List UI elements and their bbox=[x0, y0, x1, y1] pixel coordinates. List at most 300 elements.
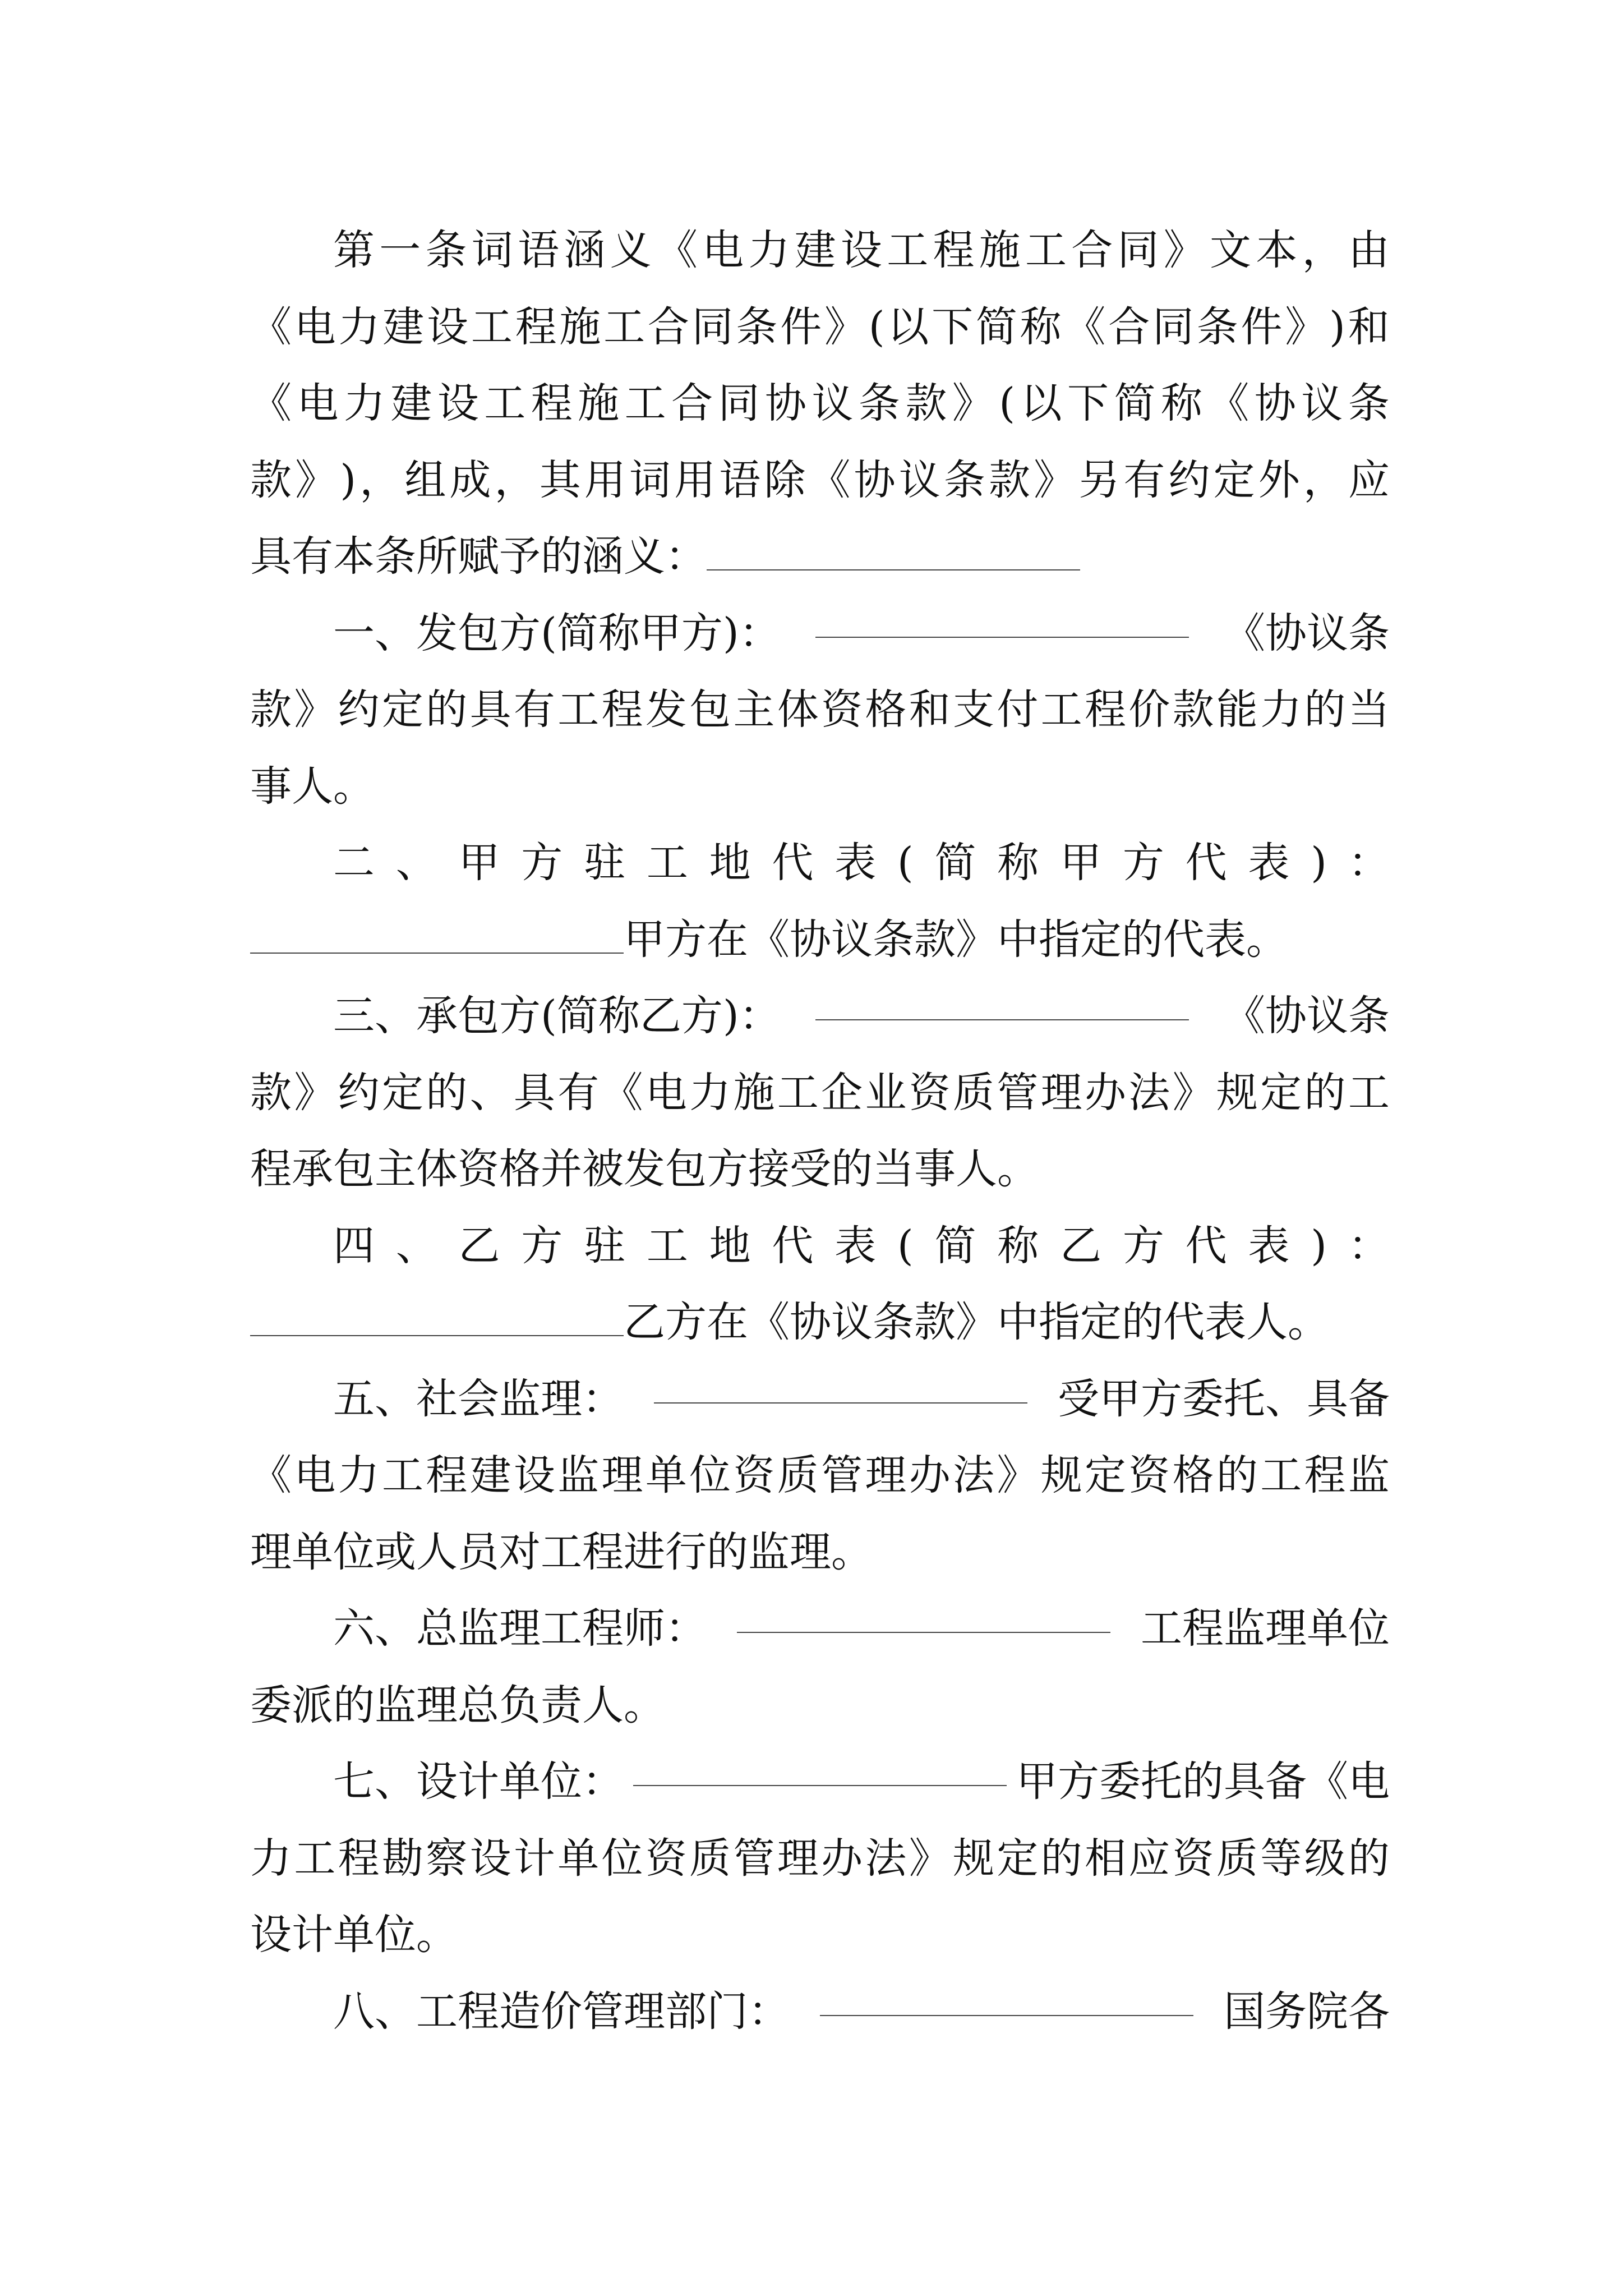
text-char: 质 bbox=[1216, 1834, 1258, 1883]
text-char: 》 bbox=[824, 302, 866, 351]
contract-paragraph bbox=[250, 978, 1390, 1208]
text-char: 款 bbox=[905, 379, 947, 427]
text-span: 甲方委托的具备《电 bbox=[1016, 1757, 1390, 1806]
text-char: 工 bbox=[381, 1451, 423, 1499]
text-char: 格 bbox=[865, 685, 907, 734]
contract-paragraph bbox=[250, 1361, 1390, 1591]
text-char: 外 bbox=[1258, 455, 1300, 504]
text-char: 企 bbox=[821, 1068, 863, 1117]
text-char: 管 bbox=[997, 1068, 1039, 1117]
text-char: 资 bbox=[909, 1068, 951, 1117]
text-char: 》 bbox=[295, 455, 337, 504]
text-char: 件 bbox=[780, 302, 822, 351]
text-char: 办 bbox=[909, 1451, 951, 1499]
text-char: 简 bbox=[934, 1221, 976, 1270]
text-char: 具 bbox=[469, 685, 511, 734]
text-char: 力 bbox=[689, 1068, 731, 1117]
text-char: 》 bbox=[1285, 302, 1327, 351]
text-char: 《 bbox=[250, 302, 292, 351]
text-char: 程 bbox=[1084, 685, 1126, 734]
text-span: 工程监理单位 bbox=[1141, 1604, 1390, 1653]
text-char: 涵 bbox=[564, 226, 606, 274]
text-char: 的 bbox=[1040, 1834, 1082, 1883]
text-char: 表 bbox=[1248, 1221, 1290, 1270]
text-span: 《协议条 bbox=[1224, 992, 1390, 1040]
text-char: 工 bbox=[777, 1068, 819, 1117]
text-char: 语 bbox=[719, 455, 761, 504]
text-char: 款 bbox=[1172, 685, 1214, 734]
text-char: 电 bbox=[297, 379, 339, 427]
text-line bbox=[250, 671, 1390, 748]
text-char: 义 bbox=[610, 226, 652, 274]
text-char: 一 bbox=[379, 226, 421, 274]
text-char: 级 bbox=[1304, 1834, 1346, 1883]
text-line bbox=[250, 442, 1390, 519]
text-char: ： bbox=[1348, 1221, 1390, 1270]
text-char: 施 bbox=[578, 379, 620, 427]
text-char: 具 bbox=[513, 1068, 555, 1117]
text-char: 施 bbox=[733, 1068, 775, 1117]
text-char: 《 bbox=[250, 1451, 292, 1499]
text-char: 工 bbox=[624, 379, 666, 427]
text-char: 简 bbox=[975, 302, 1017, 351]
text-span: 委派的监理总负责人。 bbox=[250, 1681, 665, 1729]
text-char: 《 bbox=[601, 1068, 643, 1117]
text-char: 工 bbox=[646, 839, 688, 887]
text-char: 《 bbox=[1207, 379, 1249, 427]
text-char: 等 bbox=[1260, 1834, 1302, 1883]
text-char: 和 bbox=[909, 685, 951, 734]
text-char: 工 bbox=[1040, 685, 1082, 734]
fill-in-blank[interactable] bbox=[654, 1361, 1027, 1404]
text-char: 设 bbox=[840, 226, 882, 274]
fill-in-blank[interactable] bbox=[633, 1743, 1007, 1786]
text-char: 的 bbox=[1216, 1451, 1258, 1499]
text-char: 能 bbox=[1216, 685, 1258, 734]
text-char: 相 bbox=[1084, 1834, 1126, 1883]
text-line bbox=[250, 1055, 1390, 1131]
text-char: 《 bbox=[656, 226, 698, 274]
text-char: 称 bbox=[1160, 379, 1202, 427]
text-char: 方 bbox=[1122, 839, 1164, 887]
text-char: 同 bbox=[718, 379, 760, 427]
text-char: 的 bbox=[1304, 685, 1346, 734]
text-char: 理 bbox=[1040, 1068, 1082, 1117]
text-char: 力 bbox=[250, 1834, 292, 1883]
contract-paragraph bbox=[250, 1208, 1390, 1361]
text-char: 施 bbox=[979, 226, 1021, 274]
text-char: ) bbox=[340, 455, 357, 504]
text-char: 监 bbox=[1348, 1451, 1390, 1499]
text-char: 》 bbox=[1172, 1068, 1214, 1117]
text-char: 资 bbox=[1172, 1834, 1214, 1883]
text-char: 四 bbox=[333, 1221, 375, 1270]
text-char: 建 bbox=[390, 379, 432, 427]
text-char: 合 bbox=[671, 379, 713, 427]
text-char: 条 bbox=[736, 302, 778, 351]
text-char: 程 bbox=[1304, 1451, 1346, 1499]
text-char: 另 bbox=[1078, 455, 1121, 504]
text-char: 协 bbox=[854, 455, 896, 504]
text-char: 成 bbox=[449, 455, 491, 504]
text-char: 管 bbox=[733, 1834, 775, 1883]
text-char: 同 bbox=[691, 302, 734, 351]
text-char: 代 bbox=[772, 839, 814, 887]
text-char: ( bbox=[868, 302, 885, 351]
text-char: 文 bbox=[1210, 226, 1252, 274]
text-char: 的 bbox=[426, 1068, 468, 1117]
contract-paragraph bbox=[250, 595, 1390, 825]
text-span: 七、设计单位： bbox=[333, 1757, 624, 1806]
text-char: 建 bbox=[469, 1451, 511, 1499]
text-char: 组 bbox=[404, 455, 446, 504]
text-char: 二 bbox=[333, 839, 375, 887]
text-char: 以 bbox=[1020, 379, 1062, 427]
text-char: 款 bbox=[250, 1068, 292, 1117]
text-char: 办 bbox=[821, 1834, 863, 1883]
text-char: 电 bbox=[294, 302, 336, 351]
text-char: 合 bbox=[1071, 226, 1113, 274]
text-char: 》 bbox=[294, 1068, 336, 1117]
text-char: 工 bbox=[471, 302, 513, 351]
text-char: 定 bbox=[1213, 455, 1255, 504]
text-char: 用 bbox=[584, 455, 626, 504]
text-char: 设 bbox=[437, 379, 479, 427]
text-line bbox=[250, 1897, 1390, 1973]
contract-paragraph bbox=[250, 1590, 1390, 1743]
text-char: 地 bbox=[709, 839, 751, 887]
contract-paragraph bbox=[250, 825, 1390, 978]
text-char: 约 bbox=[338, 1068, 380, 1117]
text-char: 电 bbox=[702, 226, 744, 274]
text-char: 程 bbox=[515, 302, 557, 351]
text-span: 理单位或人员对工程进行的监理。 bbox=[250, 1527, 873, 1576]
fill-in-blank[interactable] bbox=[707, 528, 1080, 570]
text-char: ) bbox=[1311, 839, 1327, 887]
text-char: 下 bbox=[1067, 379, 1109, 427]
text-char: 工 bbox=[1025, 226, 1067, 274]
text-char: 方 bbox=[521, 1221, 563, 1270]
text-char: 工 bbox=[294, 1834, 336, 1883]
text-char: 工 bbox=[646, 1221, 688, 1270]
text-char: 议 bbox=[898, 455, 940, 504]
fill-in-blank[interactable] bbox=[820, 1973, 1193, 2016]
text-span: 六、总监理工程师： bbox=[333, 1604, 707, 1653]
text-char: 位 bbox=[689, 1451, 731, 1499]
text-char: 甲 bbox=[1060, 839, 1102, 887]
contract-paragraph bbox=[250, 1973, 1390, 2050]
text-span: 程承包主体资格并被发包方接受的当事人。 bbox=[250, 1145, 1039, 1193]
fill-in-blank[interactable] bbox=[250, 1294, 624, 1336]
text-line bbox=[250, 1208, 1390, 1285]
text-char: 乙 bbox=[458, 1221, 500, 1270]
text-line bbox=[250, 289, 1390, 366]
text-char: 方 bbox=[521, 839, 563, 887]
text-char: 议 bbox=[811, 379, 854, 427]
text-char: 体 bbox=[777, 685, 819, 734]
text-char: 电 bbox=[645, 1068, 687, 1117]
text-line bbox=[250, 825, 1390, 901]
text-char: 资 bbox=[1128, 1451, 1170, 1499]
text-char: 应 bbox=[1348, 455, 1390, 504]
text-span: 事人。 bbox=[250, 762, 375, 811]
text-char: 条 bbox=[943, 455, 985, 504]
text-char: 除 bbox=[764, 455, 806, 504]
text-char: ( bbox=[999, 379, 1016, 427]
text-char: 条 bbox=[1196, 302, 1238, 351]
text-char: ( bbox=[897, 839, 914, 887]
text-line bbox=[250, 518, 1390, 595]
text-line bbox=[250, 1131, 1390, 1208]
text-char: 词 bbox=[629, 455, 671, 504]
text-char: 电 bbox=[294, 1451, 336, 1499]
text-char: 有 bbox=[513, 685, 555, 734]
text-char: 简 bbox=[934, 839, 976, 887]
text-line bbox=[250, 1743, 1390, 1820]
text-char: 设 bbox=[469, 1834, 511, 1883]
text-char: 称 bbox=[1020, 302, 1062, 351]
text-char: 定 bbox=[381, 685, 423, 734]
text-line bbox=[250, 365, 1390, 442]
text-char: ， bbox=[1302, 226, 1344, 274]
text-char: 有 bbox=[1123, 455, 1165, 504]
text-char: ， bbox=[1303, 455, 1345, 504]
text-char: 约 bbox=[338, 685, 380, 734]
text-char: 力 bbox=[1260, 685, 1302, 734]
text-char: 方 bbox=[1122, 1221, 1164, 1270]
text-span: 《协议条 bbox=[1224, 609, 1390, 657]
text-char: 代 bbox=[1185, 1221, 1227, 1270]
text-span: 一、发包方(简称甲方)： bbox=[333, 609, 781, 657]
text-char: 其 bbox=[539, 455, 581, 504]
text-char: 工 bbox=[887, 226, 929, 274]
text-char: ( bbox=[897, 1221, 914, 1270]
text-char: 工 bbox=[557, 685, 600, 734]
text-line bbox=[250, 595, 1390, 672]
text-char: 程 bbox=[338, 1834, 380, 1883]
text-char: 地 bbox=[709, 1221, 751, 1270]
text-char: 包 bbox=[689, 685, 731, 734]
text-char: 力 bbox=[748, 226, 790, 274]
text-span: 甲方在《协议条款》中指定的代表。 bbox=[624, 915, 1288, 964]
contract-paragraph bbox=[250, 1743, 1390, 1973]
text-char: 支 bbox=[953, 685, 994, 734]
text-char: 工 bbox=[484, 379, 526, 427]
text-char: 规 bbox=[953, 1834, 994, 1883]
contract-paragraph bbox=[250, 212, 1390, 595]
text-char: 付 bbox=[997, 685, 1039, 734]
text-char: 管 bbox=[821, 1451, 863, 1499]
text-char: 表 bbox=[834, 839, 877, 887]
text-char: 《 bbox=[1064, 302, 1106, 351]
text-char: 第 bbox=[333, 226, 375, 274]
text-char: 条 bbox=[1348, 379, 1390, 427]
text-char: ： bbox=[1348, 839, 1390, 887]
text-char: 程 bbox=[426, 1451, 468, 1499]
text-char: 察 bbox=[426, 1834, 468, 1883]
text-char: 理 bbox=[865, 1451, 907, 1499]
text-char: 驻 bbox=[584, 839, 626, 887]
text-char: 力 bbox=[338, 1451, 380, 1499]
text-char: 法 bbox=[1128, 1068, 1170, 1117]
text-char: 由 bbox=[1348, 226, 1390, 274]
text-char: 用 bbox=[674, 455, 716, 504]
text-char: 《 bbox=[250, 379, 292, 427]
text-char: 简 bbox=[1114, 379, 1156, 427]
text-char: 》 bbox=[1034, 455, 1076, 504]
text-char: 同 bbox=[1117, 226, 1159, 274]
text-char: 甲 bbox=[458, 839, 500, 887]
text-char: 单 bbox=[557, 1834, 600, 1883]
text-char: 本 bbox=[1256, 226, 1298, 274]
text-char: 规 bbox=[1216, 1068, 1258, 1117]
text-char: 代 bbox=[772, 1221, 814, 1270]
text-char: 理 bbox=[777, 1834, 819, 1883]
text-char: 款 bbox=[989, 455, 1030, 504]
text-char: 代 bbox=[1185, 839, 1227, 887]
text-char: 》 bbox=[909, 1834, 951, 1883]
text-char: 程 bbox=[601, 685, 643, 734]
text-char: 格 bbox=[1172, 1451, 1214, 1499]
text-char: 》 bbox=[294, 685, 336, 734]
text-char: 定 bbox=[1260, 1068, 1302, 1117]
text-char: 质 bbox=[953, 1068, 994, 1117]
text-char: 的 bbox=[426, 685, 468, 734]
text-char: 工 bbox=[603, 302, 645, 351]
text-span: 设计单位。 bbox=[250, 1911, 458, 1959]
text-char: 表 bbox=[1248, 839, 1290, 887]
text-char: 力 bbox=[338, 302, 380, 351]
text-line bbox=[250, 1820, 1390, 1897]
text-char: 工 bbox=[1348, 1068, 1390, 1117]
text-char: 有 bbox=[557, 1068, 600, 1117]
text-char: ， bbox=[494, 455, 536, 504]
text-char: 应 bbox=[1128, 1834, 1170, 1883]
text-char: 业 bbox=[865, 1068, 907, 1117]
text-char: 建 bbox=[794, 226, 836, 274]
text-char: 施 bbox=[559, 302, 601, 351]
text-char: 定 bbox=[997, 1834, 1039, 1883]
text-char: 件 bbox=[1241, 302, 1283, 351]
text-span: 国务院各 bbox=[1224, 1987, 1390, 2036]
text-char: 约 bbox=[1168, 455, 1210, 504]
text-char: 语 bbox=[518, 226, 560, 274]
text-char: 的 bbox=[1348, 1834, 1390, 1883]
text-line bbox=[250, 1437, 1390, 1514]
text-char: 监 bbox=[557, 1451, 600, 1499]
text-char: 》 bbox=[997, 1451, 1039, 1499]
text-char: 的 bbox=[1304, 1068, 1346, 1117]
fill-in-blank[interactable] bbox=[250, 911, 624, 954]
text-char: 、 bbox=[469, 1068, 511, 1117]
text-line bbox=[250, 1590, 1390, 1667]
text-char: 程 bbox=[531, 379, 573, 427]
text-char: 理 bbox=[601, 1451, 643, 1499]
text-line bbox=[250, 1284, 1390, 1361]
text-char: 驻 bbox=[584, 1221, 626, 1270]
text-char: 设 bbox=[513, 1451, 555, 1499]
contract-body-text bbox=[250, 212, 1390, 2050]
text-char: 当 bbox=[1348, 685, 1390, 734]
text-char: 定 bbox=[381, 1068, 423, 1117]
text-line bbox=[250, 748, 1390, 825]
text-char: ， bbox=[359, 455, 402, 504]
text-line bbox=[250, 1361, 1390, 1438]
text-span: 乙方在《协议条款》中指定的代表人。 bbox=[624, 1298, 1329, 1346]
text-char: 条 bbox=[425, 226, 467, 274]
text-char: 法 bbox=[953, 1451, 994, 1499]
text-char: 、 bbox=[395, 839, 437, 887]
text-char: 议 bbox=[1301, 379, 1343, 427]
text-char: 称 bbox=[997, 1221, 1039, 1270]
text-span: 五、社会监理： bbox=[333, 1374, 624, 1423]
text-char: 合 bbox=[647, 302, 689, 351]
text-char: 工 bbox=[1260, 1451, 1302, 1499]
text-char: 称 bbox=[997, 839, 1039, 887]
text-char: 力 bbox=[343, 379, 385, 427]
text-span: 受甲方委托、具备 bbox=[1058, 1374, 1390, 1423]
text-char: 资 bbox=[645, 1834, 687, 1883]
text-span: 具有本条所赋予的涵义： bbox=[250, 532, 707, 581]
text-char: 协 bbox=[1254, 379, 1296, 427]
text-char: 以 bbox=[887, 302, 929, 351]
fill-in-blank[interactable] bbox=[815, 978, 1189, 1020]
text-char: ) bbox=[1311, 1221, 1327, 1270]
text-char: 条 bbox=[858, 379, 900, 427]
text-char: 发 bbox=[645, 685, 687, 734]
text-char: 合 bbox=[1108, 302, 1150, 351]
text-span: 三、承包方(简称乙方)： bbox=[333, 992, 781, 1040]
text-char: 资 bbox=[733, 1451, 775, 1499]
text-char: ) bbox=[1329, 302, 1345, 351]
text-char: 同 bbox=[1152, 302, 1194, 351]
text-line bbox=[250, 978, 1390, 1055]
text-char: 》 bbox=[952, 379, 994, 427]
text-char: 协 bbox=[764, 379, 806, 427]
text-char: 》 bbox=[1163, 226, 1205, 274]
text-char: 资 bbox=[821, 685, 863, 734]
fill-in-blank[interactable] bbox=[737, 1590, 1110, 1633]
text-char: 质 bbox=[777, 1451, 819, 1499]
text-char: 位 bbox=[601, 1834, 643, 1883]
text-char: 表 bbox=[834, 1221, 877, 1270]
text-char: 、 bbox=[395, 1221, 437, 1270]
text-char: 计 bbox=[513, 1834, 555, 1883]
text-char: 设 bbox=[427, 302, 469, 351]
text-char: 主 bbox=[733, 685, 775, 734]
text-line bbox=[250, 901, 1390, 978]
text-char: 法 bbox=[865, 1834, 907, 1883]
text-char: 乙 bbox=[1060, 1221, 1102, 1270]
text-char: 词 bbox=[471, 226, 513, 274]
text-char: 办 bbox=[1084, 1068, 1126, 1117]
text-line bbox=[250, 1667, 1390, 1744]
text-line bbox=[250, 1514, 1390, 1591]
text-char: 价 bbox=[1128, 685, 1170, 734]
text-char: 规 bbox=[1040, 1451, 1082, 1499]
text-char: 勘 bbox=[381, 1834, 423, 1883]
text-char: 质 bbox=[689, 1834, 731, 1883]
text-char: 款 bbox=[250, 455, 292, 504]
text-char: 单 bbox=[645, 1451, 687, 1499]
text-char: 程 bbox=[933, 226, 975, 274]
text-line bbox=[250, 212, 1390, 289]
text-char: 款 bbox=[250, 685, 292, 734]
text-char: 建 bbox=[382, 302, 425, 351]
fill-in-blank[interactable] bbox=[815, 595, 1189, 638]
text-char: 定 bbox=[1084, 1451, 1126, 1499]
text-char: 下 bbox=[932, 302, 974, 351]
